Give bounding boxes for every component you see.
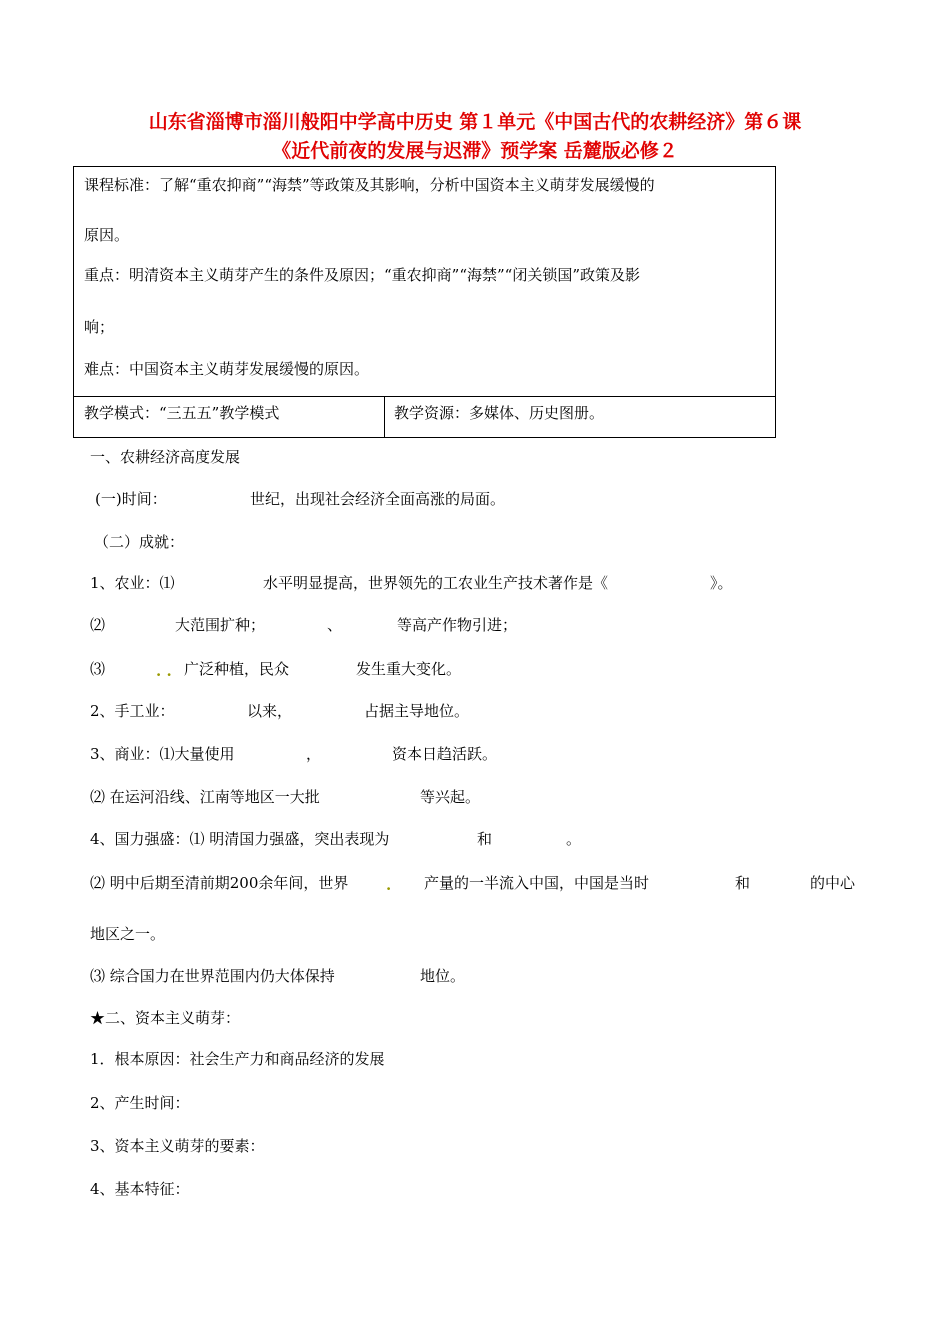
agri-label: 1、农业：⑴ [90,574,175,592]
section2-title: ★二、资本主义萌芽： [90,1009,241,1027]
power2-mid: 产量的一半流入中国，中国是当时 [424,874,650,892]
power-and: 和 [477,830,493,848]
agri2-sep: 、 [327,616,343,634]
agri-text: 水平明显提高，世界领先的工农业生产技术著作是《 [263,574,609,592]
course-standard-line1: 课程标准：了解“重农抑商”“海禁”等政策及其影响，分析中国资本主义萌芽发展缓慢的 [84,176,655,194]
agri3-text: 广泛种植，民众 [184,660,290,678]
table-divider [74,396,775,397]
document-title-line1: 山东省淄博市淄川般阳中学高中历史 第１单元《中国古代的农耕经济》第６课 [148,111,802,133]
emphasis-dots: . . [156,662,172,680]
key-points-line1: 重点：明清资本主义萌芽产生的条件及原因；“重农抑商”“海禁”“闭关锁国”政策及影 [84,266,641,284]
key-points-line2: 响； [84,318,115,336]
commerce-label: 3、商业：⑴大量使用 [90,745,235,763]
course-info-table [73,166,776,438]
agri2-end: 等高产作物引进； [397,616,518,634]
teaching-mode: 教学模式：“三五五”教学模式 [84,404,280,422]
s2-item-3: 3、资本主义萌芽的要素： [90,1137,265,1155]
s2-item-4: 4、基本特征： [90,1180,190,1198]
power-period: 。 [566,830,582,848]
power3-text: ⑶ 综合国力在世界范围内仍大体保持 [90,967,335,985]
craft-label: 2、手工业： [90,702,175,720]
document-title-line2: 《近代前夜的发展与迟滞》预学案 岳麓版必修２ [272,140,678,162]
s2-item-1: 1．根本原因：社会生产力和商品经济的发展 [90,1050,385,1068]
commerce-comma: ， [306,745,322,763]
agri2-text: 大范围扩种； [175,616,266,634]
power2-continuation: 地区之一。 [90,925,166,943]
agri3-end: 发生重大变化。 [356,660,462,678]
teaching-resource: 教学资源：多媒体、历史图册。 [394,404,605,422]
table-column-divider [384,396,385,437]
power3-end: 地位。 [420,967,466,985]
commerce2-text: ⑵ 在运河沿线、江南等地区一大批 [90,788,320,806]
agri3-num: ⑶ [90,660,106,678]
s2-item-2: 2、产生时间： [90,1094,190,1112]
emphasis-dot: . [386,876,392,894]
s1-time-text: 世纪，出现社会经济全面高涨的局面。 [250,490,506,508]
agri2-num: ⑵ [90,616,106,634]
power2-center: 的中心 [810,874,856,892]
section1-title: 一、农耕经济高度发展 [90,448,241,466]
commerce-end: 资本日趋活跃。 [392,745,498,763]
agri-close: 》。 [710,574,733,592]
power-label: 4、国力强盛：⑴ 明清国力强盛，突出表现为 [90,830,390,848]
craft-since: 以来， [247,702,293,720]
s1-time-label: (一)时间： [95,490,167,508]
power2-and: 和 [735,874,751,892]
commerce2-end: 等兴起。 [420,788,481,806]
s1-achievement-heading: （二）成就： [94,533,185,551]
power2-text: ⑵ 明中后期至清前期200余年间，世界 [90,874,349,892]
course-standard-line2: 原因。 [84,226,130,244]
craft-end: 占据主导地位。 [364,702,470,720]
difficulty-text: 难点：中国资本主义萌芽发展缓慢的原因。 [84,360,370,378]
